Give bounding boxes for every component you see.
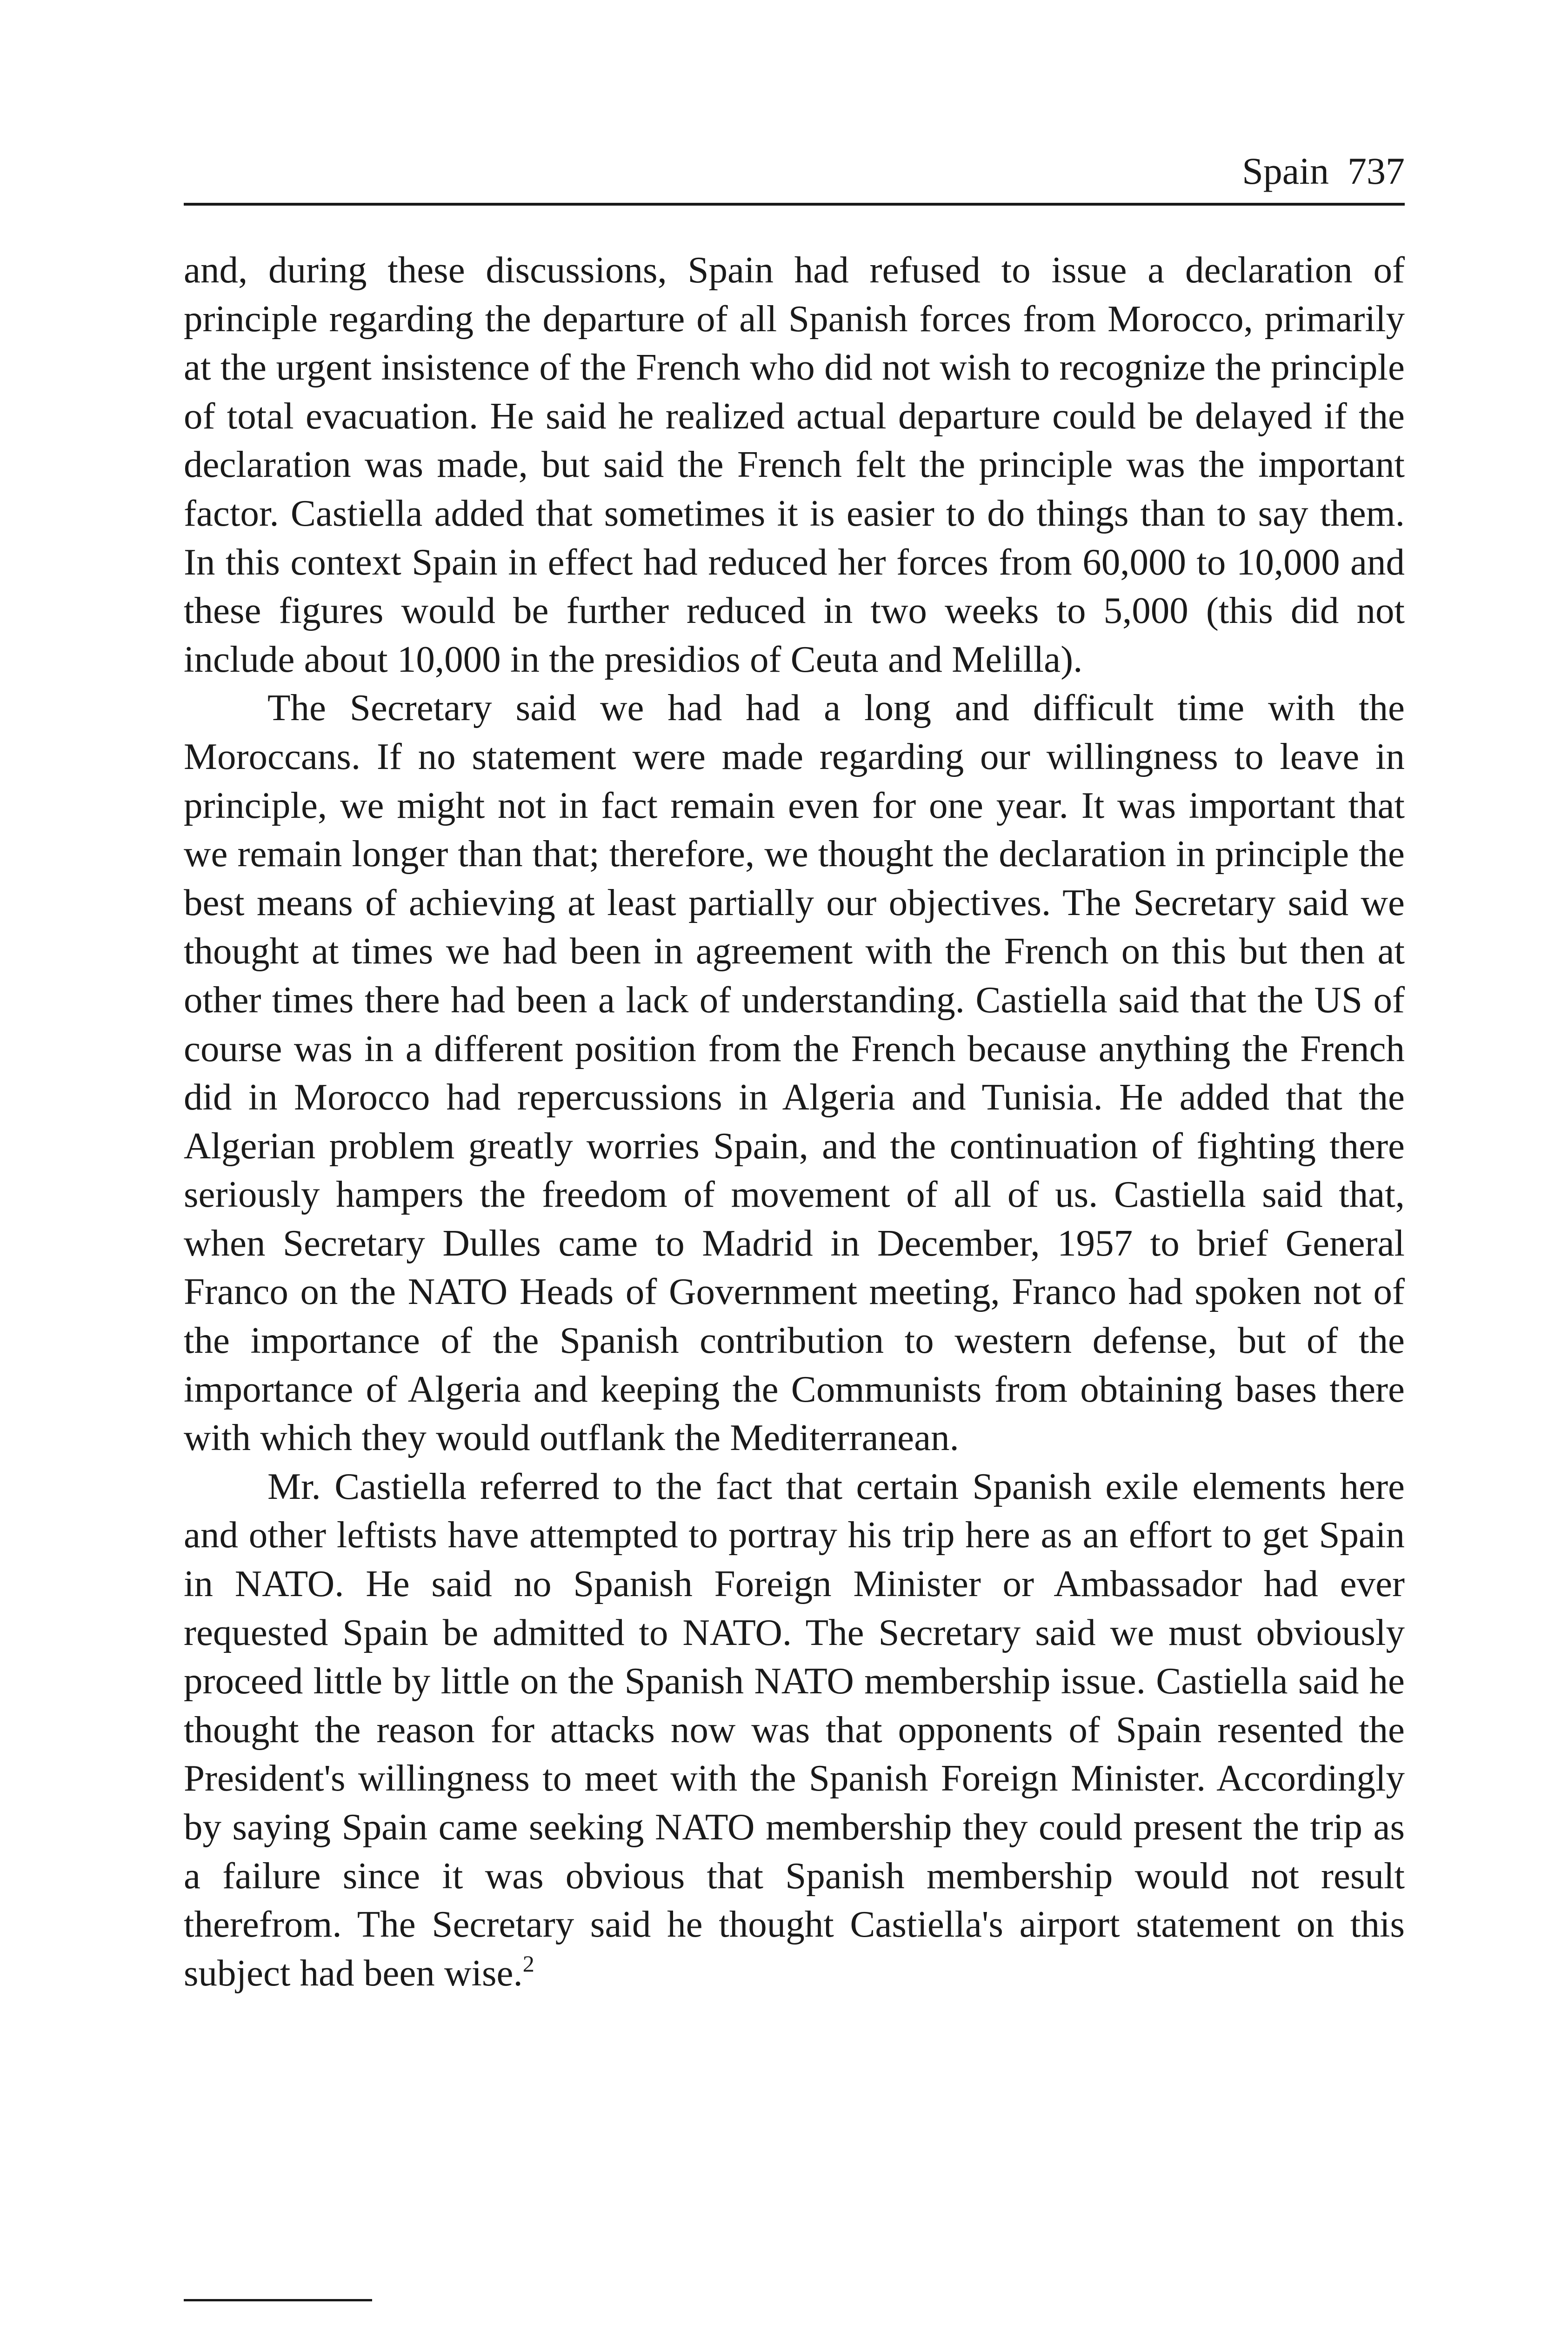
header-rule bbox=[184, 203, 1405, 206]
paragraph bbox=[184, 1462, 1405, 1998]
running-head bbox=[184, 148, 1405, 194]
paragraph: The Secretary said we had had a long and difficult time with the Moroccans. If no statement were made regarding our willingness to leave in principle, we might not in fact remain even for one year. It was important that we remain longer than that; therefore, we thought the declaration in principle the best means of achieving at least partially our objectives. The Secretary said we thought at times we had been in agreement with the French on this but then at other times there had been a lack of understanding. Castiella said that the US of course was in a different position from the French because anything the French did in Morocco had repercussions in Algeria and Tunisia. He added that the Algerian problem greatly worries Spain, and the continuation of fighting there seriously hampers the freedom of movement of all of us. Castiella said that, when Secretary Dulles came to Madrid in December, 1957 to brief General Franco on the NATO Heads of Government meeting, Franco had spoken not of the importance of the Spanish contribution to western defense, but of the importance of Algeria and keeping the Communists from obtaining bases there with which they would outflank the Mediterranean. bbox=[184, 687, 1405, 1459]
section-title: Spain bbox=[1242, 150, 1329, 192]
footnote-rule bbox=[184, 2299, 372, 2301]
paragraph-text: Mr. Castiella referred to the fact that certain Spanish exile elements here and other leftists have attempted to portray his trip here as an effort to get Spain in NATO. He said no Spanish Foreign Minister or Ambassador had ever requested Spain be admitted to NATO. The Secretary said we must obviously proceed little by little on the Spanish NATO membership issue. Castiella said he thought the reason for attacks now was that opponents of Spain resented the President's willingness to meet with the Spanish Foreign Minister. Accordingly by saying Spain came seeking NATO membership they could present the trip as a failure since it was obvious that Spanish membership would not result therefrom. The Secretary said he thought Castiella's airport statement on this subject had been wise. bbox=[184, 1465, 1405, 1994]
body-text bbox=[184, 246, 1405, 1997]
page-number: 737 bbox=[1348, 150, 1405, 192]
footnote-reference[interactable]: 2 bbox=[522, 1950, 534, 1977]
paragraph: and, during these discussions, Spain had refused to issue a declaration of principle regarding the departure of all Spanish forces from Morocco, primarily at the urgent insistence of the French who did not wish to recognize the principle of total evacuation. He said he realized actual departure could be delayed if the declaration was made, but said the French felt the principle was the important factor. Castiella added that sometimes it is easier to do things than to say them. In this context Spain in effect had reduced her forces from 60,000 to 10,000 and these figures would be further reduced in two weeks to 5,000 (this did not include about 10,000 in the presidios of Ceuta and Melilla). bbox=[184, 249, 1405, 680]
